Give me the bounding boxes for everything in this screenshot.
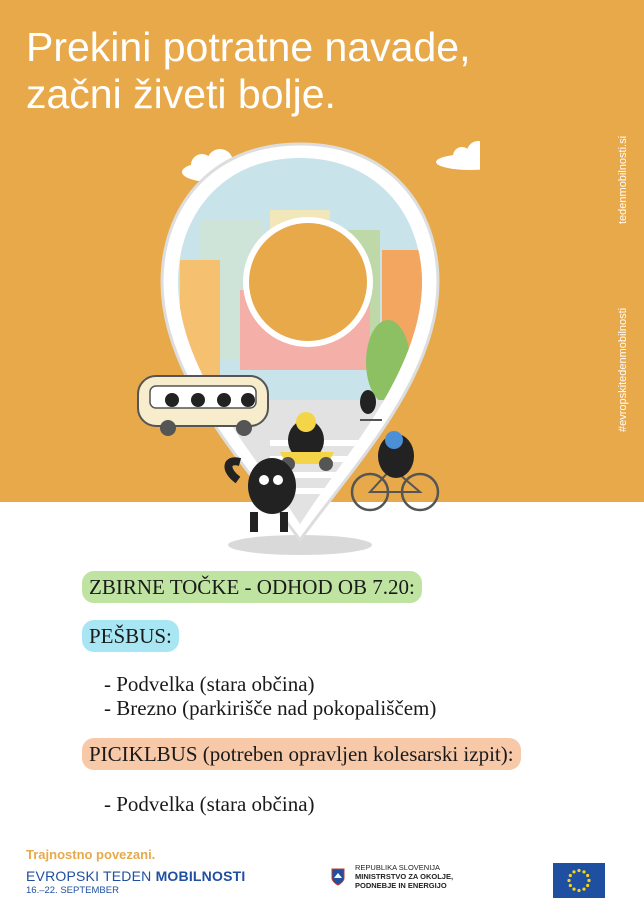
bus-icon [138,376,268,436]
bikebus-item: - Podvelka (stara občina) [104,792,315,816]
campaign-dates: 16.–22. SEPTEMBER [26,885,119,896]
ministry-line-1: REPUBLIKA SLOVENIJA [355,863,441,872]
walkbus-item: - Brezno (parkirišče nad pokopališčem) [104,696,437,720]
eu-star [586,874,589,877]
eu-star [587,879,590,882]
eu-star [569,874,572,877]
campaign-title-part2: MOBILNOSTI [155,868,246,884]
walkbus-heading: PEŠBUS: [82,620,179,652]
walkbus-item: - Podvelka (stara občina) [104,672,315,696]
slovenia-coat-of-arms-icon [331,868,345,886]
pedestrian-icon [228,458,296,532]
eu-star [577,889,580,892]
bikebus-heading: PICIKLBUS (potreben opravljen kolesarski izpit): [82,738,521,770]
website-url: tedenmobilnosti.si [617,135,629,224]
ministry-line-3: PODNEBJE IN ENERGIJO [355,881,447,890]
eu-star [569,884,572,887]
campaign-title [26,868,245,884]
hashtag: #evropskitedenmobilnosti [617,307,629,432]
gathering-heading: ZBIRNE TOČKE - ODHOD OB 7.20: [82,571,422,603]
pin-center [246,220,370,344]
tagline: Trajnostno povezani. [26,847,156,862]
campaign-logo [26,847,245,896]
eu-star [572,870,575,873]
eu-flag-icon [553,863,605,898]
headline [26,24,470,118]
eu-star [582,870,585,873]
ministry-text [355,863,453,890]
eu-star [567,879,570,882]
location-pin-illustration [120,140,480,560]
headline-line-1: Prekini potratne navade, [26,24,471,70]
ministry-logo [331,863,453,890]
headline-line-2: začni živeti bolje. [26,71,336,117]
ministry-line-2: MINISTRSTVO ZA OKOLJE, [355,872,454,881]
eu-star [582,888,585,891]
campaign-title-part1: EVROPSKI TEDEN [26,868,156,884]
eu-star [572,888,575,891]
eu-star [577,869,580,872]
eu-star [586,884,589,887]
